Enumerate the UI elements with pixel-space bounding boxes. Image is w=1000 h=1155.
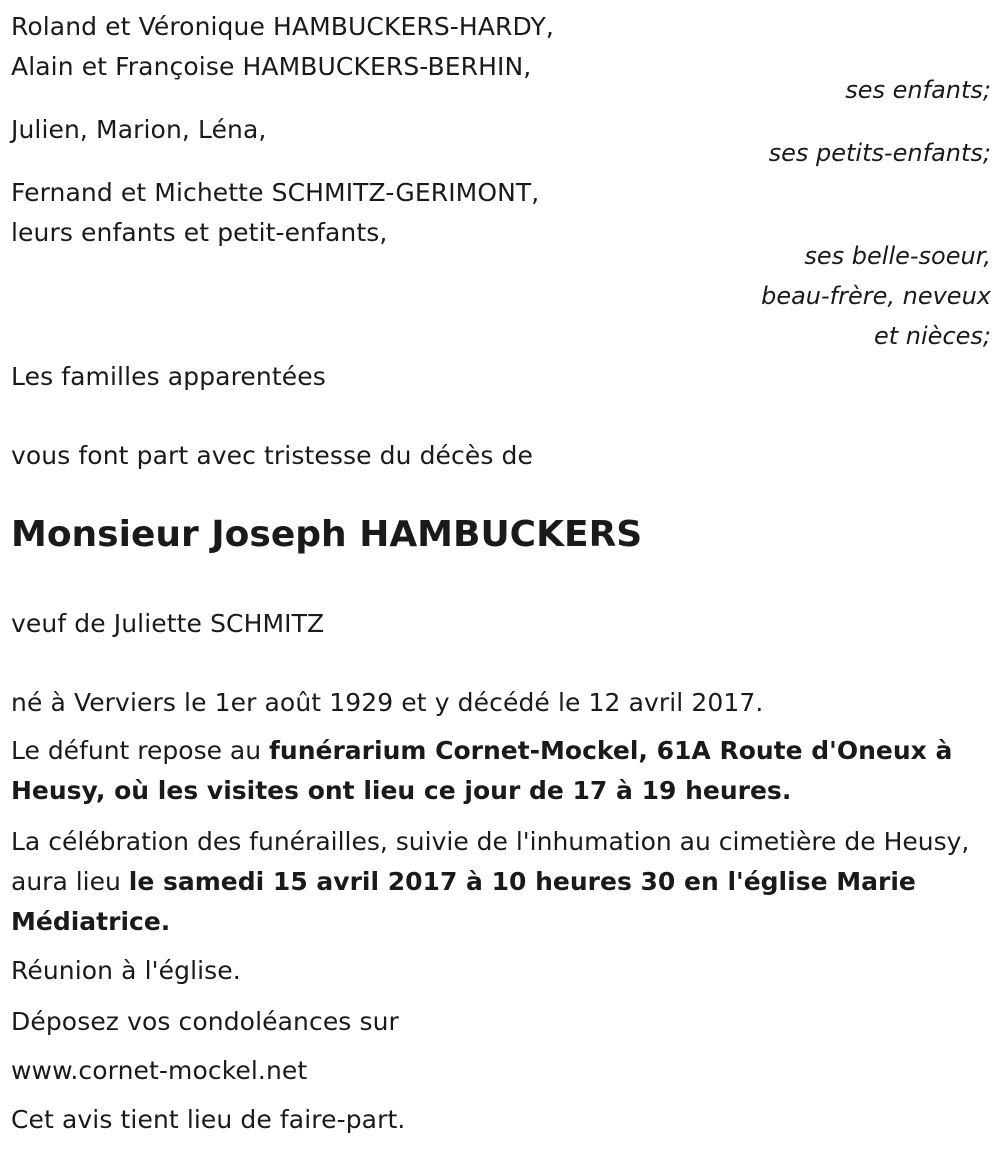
repose-paragraph <box>11 731 991 811</box>
intro-text: vous font part avec tristesse du décès de <box>11 441 533 470</box>
closing-text: Cet avis tient lieu de faire-part. <box>11 1105 406 1134</box>
repose-prefix: Le défunt repose au <box>11 736 270 765</box>
relation-grandchildren: ses petits-enfants; <box>768 139 991 167</box>
family-line-grandchildren: Julien, Marion, Léna, <box>11 115 267 144</box>
relation-children: ses enfants; <box>845 76 991 104</box>
ceremony-details: le samedi 15 avril 2017 à 10 heures 30 en l'église Marie Médiatrice. <box>11 867 916 936</box>
family-line-inlaws: Fernand et Michette SCHMITZ-GERIMONT, <box>11 178 540 207</box>
website-link[interactable]: www.cornet-mockel.net <box>11 1056 308 1085</box>
condolences-text: Déposez vos condoléances sur <box>11 1007 399 1036</box>
family-line-children-1: Roland et Véronique HAMBUCKERS-HARDY, <box>11 12 554 41</box>
ceremony-prefix: La célébration des funérailles, suivie de l'inhumation au cimetière de Heusy, aura lieu <box>11 827 970 896</box>
relation-brother-in-law: beau-frère, neveux <box>761 282 991 310</box>
ceremony-paragraph <box>11 822 991 942</box>
repose-details: funérarium Cornet-Mockel, 61A Route d'Oneux à Heusy, où les visites ont lieu ce jour de 17 à 19 heures. <box>11 736 953 805</box>
relation-nieces: et nièces; <box>874 322 991 350</box>
widower-text: veuf de Juliette SCHMITZ <box>11 609 325 638</box>
family-line-children-2: Alain et Françoise HAMBUCKERS-BERHIN, <box>11 52 532 81</box>
family-line-related: Les familles apparentées <box>11 362 326 391</box>
deceased-name: Monsieur Joseph HAMBUCKERS <box>11 514 643 555</box>
reunion-text: Réunion à l'église. <box>11 956 241 985</box>
family-line-inlaws-children: leurs enfants et petit-enfants, <box>11 218 388 247</box>
birth-death-text: né à Verviers le 1er août 1929 et y décédé le 12 avril 2017. <box>11 688 764 717</box>
relation-sister-in-law: ses belle-soeur, <box>804 242 991 270</box>
